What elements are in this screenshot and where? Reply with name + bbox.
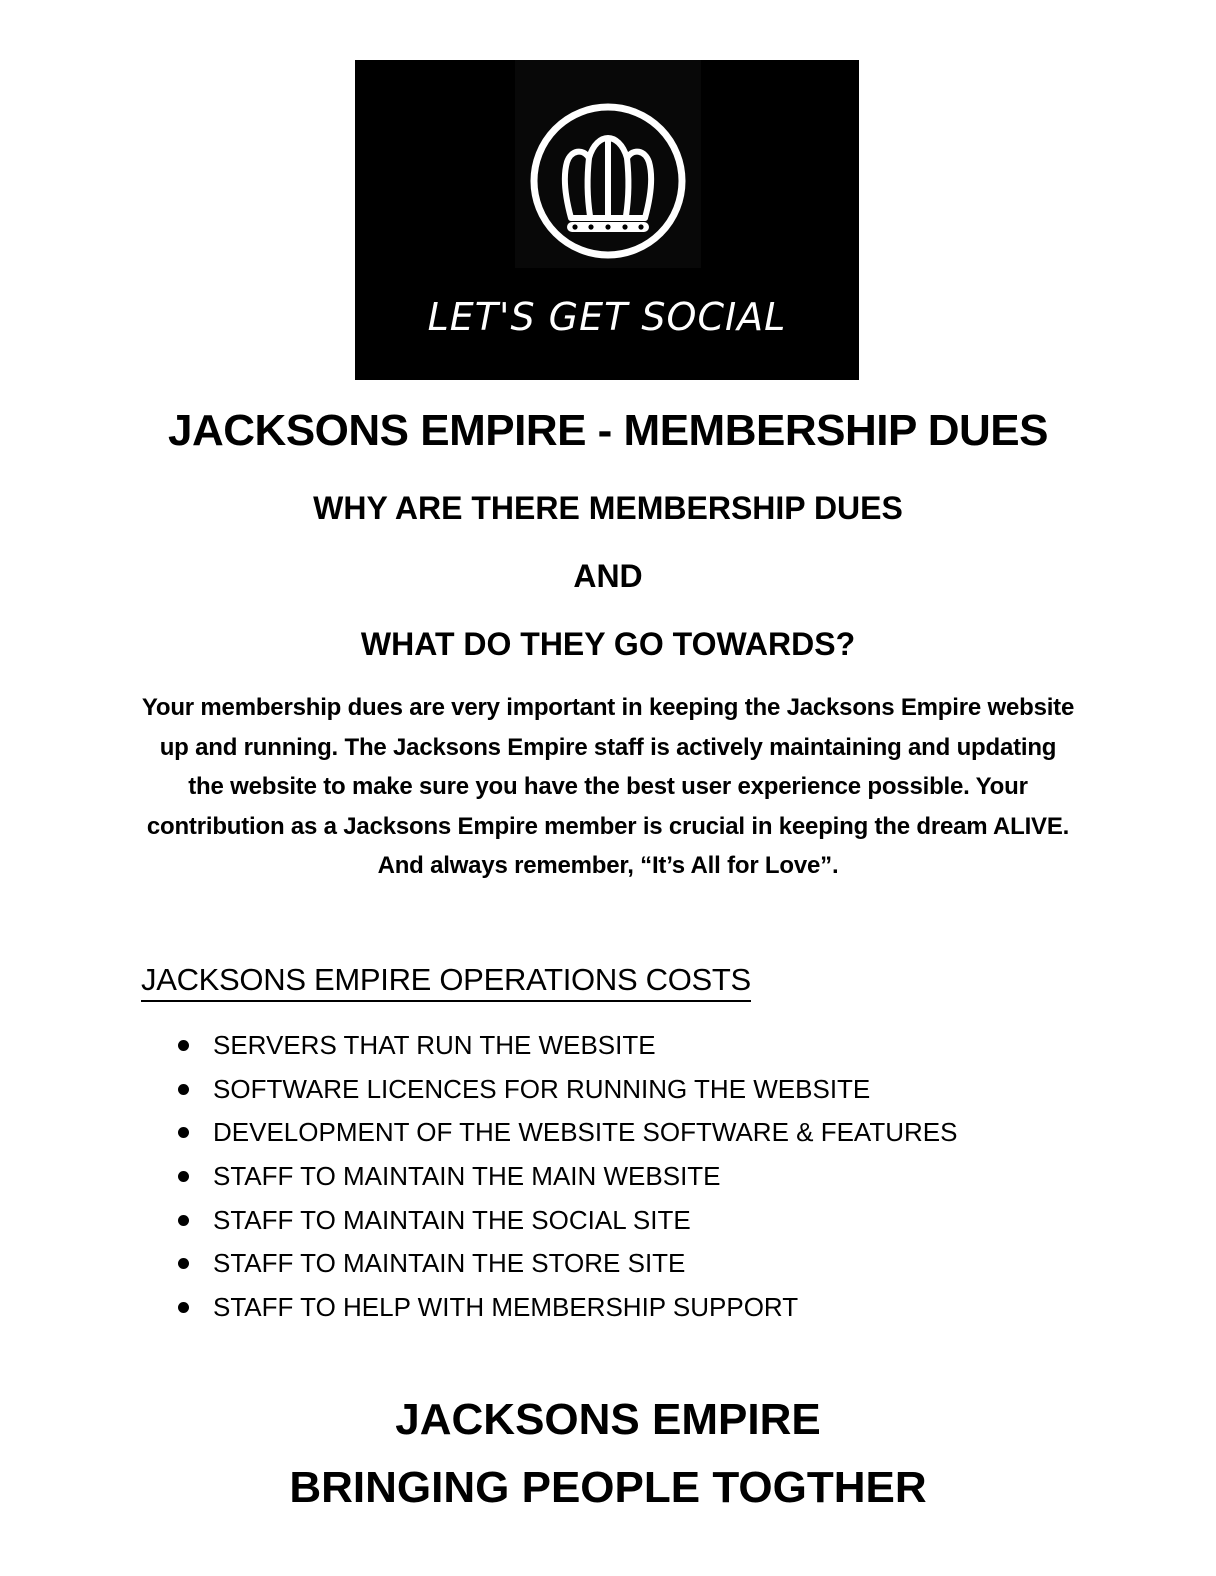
bullet-icon bbox=[178, 1084, 189, 1095]
list-item-text: STAFF TO HELP WITH MEMBERSHIP SUPPORT bbox=[213, 1292, 799, 1323]
logo-banner bbox=[355, 60, 859, 380]
footer-line-1: JACKSONS EMPIRE bbox=[395, 1395, 821, 1444]
list-item bbox=[178, 1199, 957, 1243]
crown-icon bbox=[527, 100, 689, 262]
list-item bbox=[178, 1111, 957, 1155]
list-item-text: DEVELOPMENT OF THE WEBSITE SOFTWARE & FEATURES bbox=[213, 1117, 958, 1148]
subtitle-line-2: AND bbox=[573, 558, 643, 594]
bullet-icon bbox=[178, 1258, 189, 1269]
subtitle-line-1: WHY ARE THERE MEMBERSHIP DUES bbox=[313, 490, 903, 526]
list-item-text: STAFF TO MAINTAIN THE SOCIAL SITE bbox=[213, 1204, 691, 1235]
list-item-text: STAFF TO MAINTAIN THE MAIN WEBSITE bbox=[213, 1161, 721, 1192]
list-item bbox=[178, 1068, 957, 1112]
logo-tagline: LET'S GET SOCIAL bbox=[427, 295, 787, 339]
list-item-text: SOFTWARE LICENCES FOR RUNNING THE WEBSITE bbox=[213, 1073, 871, 1104]
bullet-icon bbox=[178, 1127, 189, 1138]
bullet-icon bbox=[178, 1040, 189, 1051]
list-item bbox=[178, 1024, 957, 1068]
list-item bbox=[178, 1155, 957, 1199]
list-item-text: SERVERS THAT RUN THE WEBSITE bbox=[213, 1030, 656, 1060]
operations-heading: JACKSONS EMPIRE OPERATIONS COSTS bbox=[141, 960, 751, 1002]
subtitle-line-3: WHAT DO THEY GO TOWARDS? bbox=[360, 626, 856, 662]
intro-paragraph: Your membership dues are very important in keeping the Jacksons Empire website up and running. The Jacksons Empire staff is actively maintaining and updating the website to make sure you have the best user experience possible. Your contribution as a Jacksons Empire member is crucial in keeping the dream ALIVE. And always remember, “It’s All for Love”. bbox=[141, 694, 1075, 879]
bullet-icon bbox=[178, 1171, 189, 1182]
list-item bbox=[178, 1242, 957, 1286]
list-item-text: STAFF TO MAINTAIN THE STORE SITE bbox=[213, 1248, 686, 1279]
footer-line-2: BRINGING PEOPLE TOGTHER bbox=[289, 1463, 927, 1512]
list-item bbox=[178, 1286, 957, 1330]
bullet-icon bbox=[178, 1215, 189, 1226]
bullet-icon bbox=[178, 1302, 189, 1313]
operations-list bbox=[178, 1024, 957, 1330]
page-title: JACKSONS EMPIRE - MEMBERSHIP DUES bbox=[168, 406, 1048, 455]
